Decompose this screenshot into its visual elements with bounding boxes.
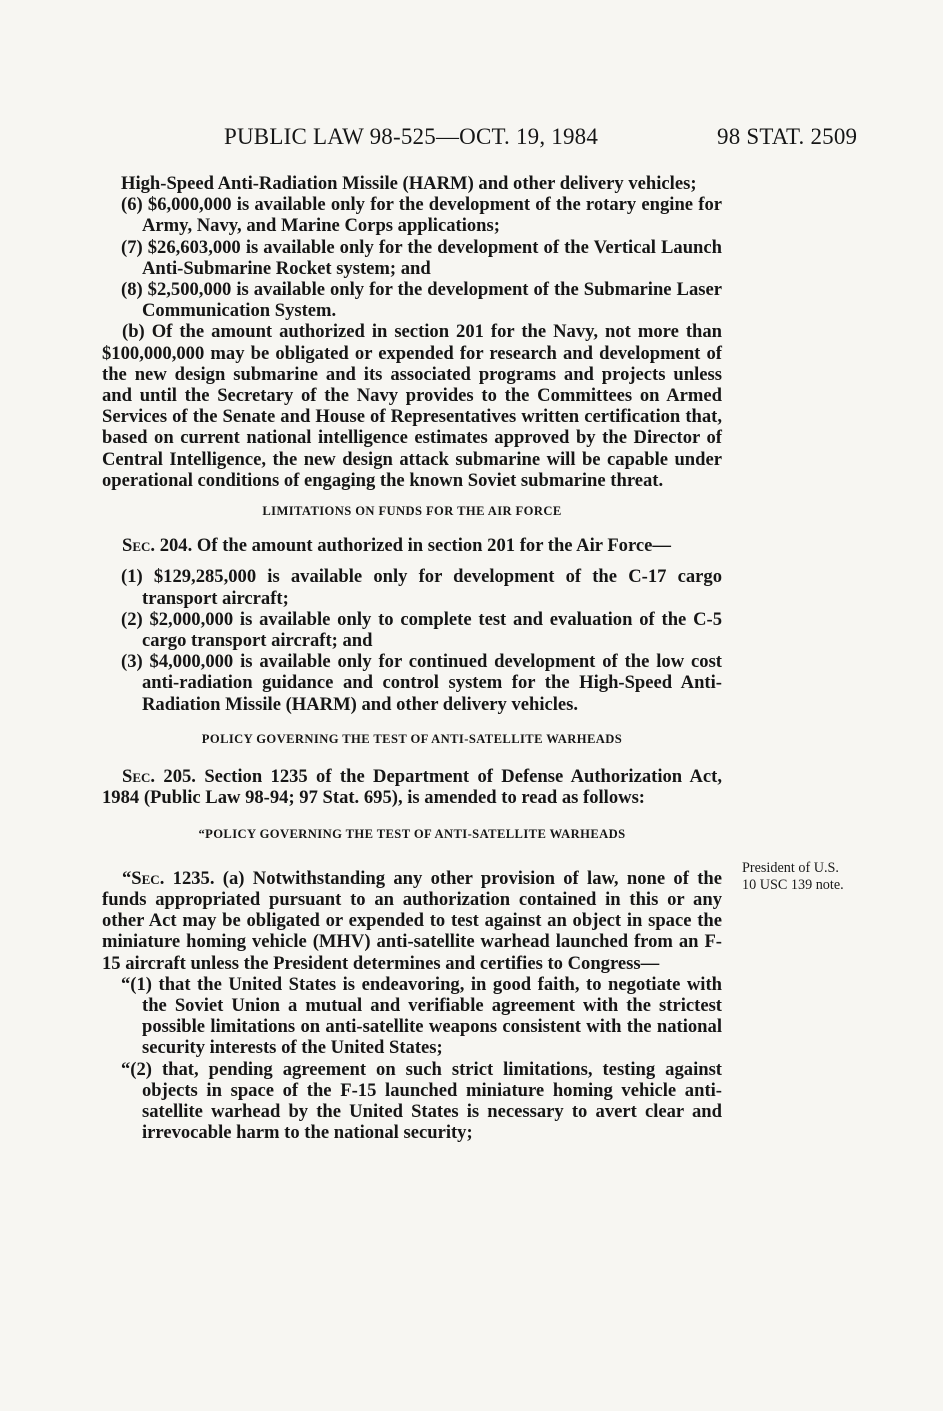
paragraph: (3) $4,000,000 is available only for continued development of the low cost anti-radiation guidance and control system for the High-Speed Anti-Radiation Missile (HARM) and other delivery vehicles. <box>121 651 722 715</box>
margin-note-line: President of U.S. <box>742 860 839 876</box>
section-text: 205. Section 1235 of the Department of Defense Authorization Act, 1984 (Public Law 98-94; 97 Stat. 695), is amended to read as follows: <box>102 766 722 809</box>
section-text: 204. Of the amount authorized in section 201 for the Air Force— <box>155 535 671 557</box>
margin-note <box>742 860 844 894</box>
section-paragraph <box>102 535 722 556</box>
section-heading: POLICY GOVERNING THE TEST OF ANTI-SATELLITE WARHEADS <box>201 731 623 746</box>
paragraph: High-Speed Anti-Radiation Missile (HARM) and other delivery vehicles; <box>121 173 697 194</box>
page-header-title: PUBLIC LAW 98-525—OCT. 19, 1984 <box>224 124 599 149</box>
document-body <box>102 173 722 1143</box>
paragraph: (6) $6,000,000 is available only for the development of the rotary engine for Army, Navy, and Marine Corps applications; <box>121 194 722 237</box>
paragraph: (b) Of the amount authorized in section 201 for the Navy, not more than $100,000,000 may be obligated or expended for research and development of the new design submarine and its associated programs and projects unless and until the Secretary of the Navy provides to the Committees on Armed Services of the Senate and House of Representatives written certification that, based on current national intelligence estimates approved by the Director of Central Intelligence, the new design attack submarine will be capable under operational conditions of engaging the known Soviet submarine threat. <box>102 321 722 491</box>
margin-note-line: 10 USC 139 note. <box>742 877 844 893</box>
section-paragraph <box>102 766 722 808</box>
paragraph: (7) $26,603,000 is available only for the development of the Vertical Launch Anti-Submarine Rocket system; and <box>121 236 722 279</box>
section-heading: “POLICY GOVERNING THE TEST OF ANTI-SATELLITE WARHEADS <box>198 827 626 842</box>
paragraph: (1) $129,285,000 is available only for development of the C-17 cargo transport aircraft; <box>121 566 722 609</box>
paragraph: (8) $2,500,000 is available only for the development of the Submarine Laser Communication System. <box>121 279 722 322</box>
paragraph: “(1) that the United States is endeavoring, in good faith, to negotiate with the Soviet Union a mutual and verifiable agreement with the strictest possible limitations on anti-satellite weapons consistent with the national security interests of the United States; <box>121 973 722 1059</box>
section-label: Sec. <box>131 867 165 889</box>
section-heading: LIMITATIONS ON FUNDS FOR THE AIR FORCE <box>262 504 562 519</box>
section-label: Sec. <box>122 766 156 788</box>
paragraph: “(2) that, pending agreement on such strict limitations, testing against objects in space of the F-15 launched miniature homing vehicle anti-satellite warhead by the United States is necessary to avert clear and irrevocable harm to the national security; <box>121 1058 722 1144</box>
paragraph: (2) $2,000,000 is available only to complete test and evaluation of the C-5 cargo transport aircraft; and <box>121 608 722 652</box>
section-paragraph <box>102 868 722 974</box>
open-quote: “ <box>122 867 132 889</box>
section-text: 1235. (a) Notwithstanding any other provision of law, none of the funds appropriated pursuant to an authorization contained in this or any other Act may be obligated or expended to test against an object in space the miniature homing vehicle (MHV) anti-satellite warhead launched from an F-15 aircraft unless the President determines and certifies to Congress— <box>102 867 722 974</box>
page-header-stat: 98 STAT. 2509 <box>717 124 858 149</box>
section-label: Sec. <box>122 535 156 557</box>
